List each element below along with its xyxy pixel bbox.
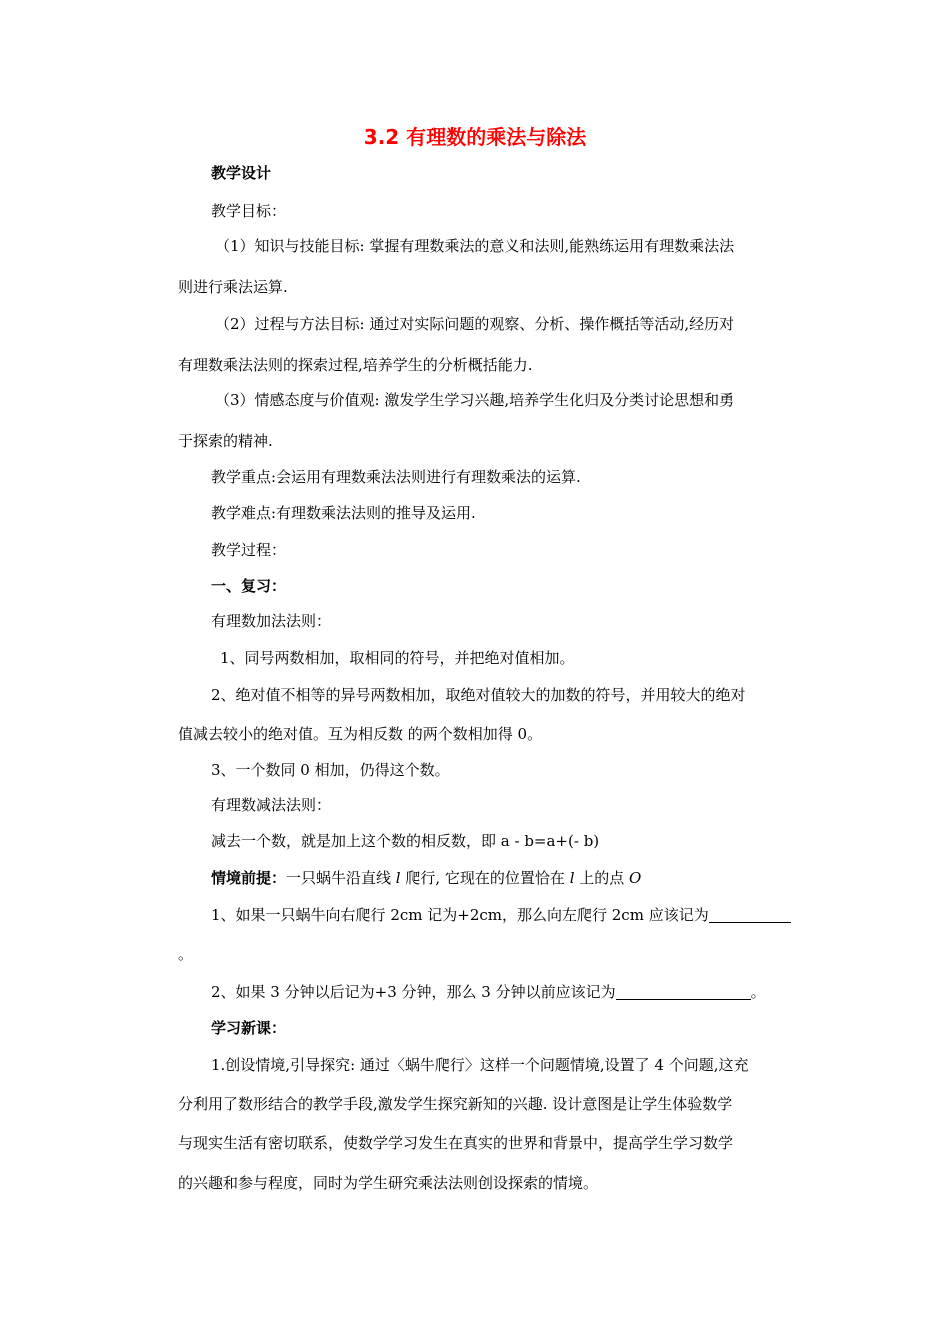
objectives-label: 教学目标： [211, 202, 287, 220]
scenario-label: 情境前提： [211, 869, 287, 887]
scenario-variable-l: l [395, 869, 401, 887]
question-1-answer-blank[interactable] [709, 906, 791, 923]
addition-rule-3: 3、一个数同 0 相加，仍得这个数。 [211, 761, 450, 779]
question-2-text: 2、如果 3 分钟以后记为+3 分钟，那么 3 分钟以前应该记为 [211, 983, 616, 1001]
scenario-variable-o: O [629, 869, 642, 887]
new-lesson-heading: 学习新课： [211, 1019, 287, 1037]
addition-rule-1: 1、同号两数相加，取相同的符号，并把绝对值相加。 [220, 649, 575, 667]
difficult-point: 教学难点:有理数乘法法则的推导及运用. [211, 504, 476, 522]
scenario-text-2: 爬行, 它现在的位置恰在 [400, 869, 570, 887]
addition-rule-2-line-1: 2、绝对值不相等的异号两数相加，取绝对值较大的加数的符号，并用较大的绝对 [211, 686, 746, 704]
objective-2-line-2: 有理数乘法法则的探索过程,培养学生的分析概括能力. [178, 356, 533, 374]
lesson-paragraph-line-1: 1.创设情境,引导探究: 通过〈蜗牛爬行〉这样一个问题情境,设置了 4 个问题,这充 [211, 1056, 749, 1074]
key-point: 教学重点:会运用有理数乘法法则进行有理数乘法的运算. [211, 468, 581, 486]
process-label: 教学过程： [211, 541, 287, 559]
question-2-answer-blank[interactable] [616, 983, 751, 1000]
lesson-paragraph-line-2: 分利用了数形结合的教学手段,激发学生探究新知的兴趣. 设计意图是让学生体验数学 [178, 1095, 733, 1113]
scenario-line [211, 868, 641, 888]
scenario-text-3: 上的点 [574, 869, 630, 887]
subtraction-rule: 减去一个数，就是加上这个数的相反数，即 a - b=a+(- b) [211, 832, 600, 850]
objective-3-line-2: 于探索的精神. [178, 432, 273, 450]
lesson-paragraph-line-4: 的兴趣和参与程度，同时为学生研究乘法法则创设探索的情境。 [178, 1174, 599, 1192]
objective-2-line-1: （2）过程与方法目标: 通过对实际问题的观察、分析、操作概括等活动,经历对 [215, 315, 735, 333]
heading-teaching-design: 教学设计 [211, 164, 272, 182]
question-2-end: 。 [750, 983, 766, 1001]
addition-rule-label: 有理数加法法则： [211, 612, 332, 630]
subtraction-rule-label: 有理数减法法则： [211, 796, 332, 814]
objective-3-line-1: （3）情感态度与价值观: 激发学生学习兴趣,培养学生化归及分类讨论思想和勇 [215, 391, 735, 409]
lesson-paragraph-line-3: 与现实生活有密切联系，使数学学习发生在真实的世界和背景中，提高学生学习数学 [178, 1134, 734, 1152]
question-1-end: 。 [178, 945, 194, 963]
addition-rule-2-line-2: 值减去较小的绝对值。互为相反数 的两个数相加得 0。 [178, 725, 543, 743]
review-heading: 一、复习： [211, 577, 287, 595]
question-1-text: 1、如果一只蜗牛向右爬行 2cm 记为+2cm，那么向左爬行 2cm 应该记为 [211, 906, 709, 924]
document-title: 3.2 有理数的乘法与除法 [363, 125, 587, 149]
objective-1-line-1: （1）知识与技能目标: 掌握有理数乘法的意义和法则,能熟练运用有理数乘法法 [215, 237, 735, 255]
question-1 [211, 905, 791, 925]
scenario-text-1: 一只蜗牛沿直线 [286, 869, 396, 887]
scenario-variable-l-2: l [569, 869, 575, 887]
objective-1-line-2: 则进行乘法运算. [178, 278, 288, 296]
question-2 [211, 982, 766, 1002]
